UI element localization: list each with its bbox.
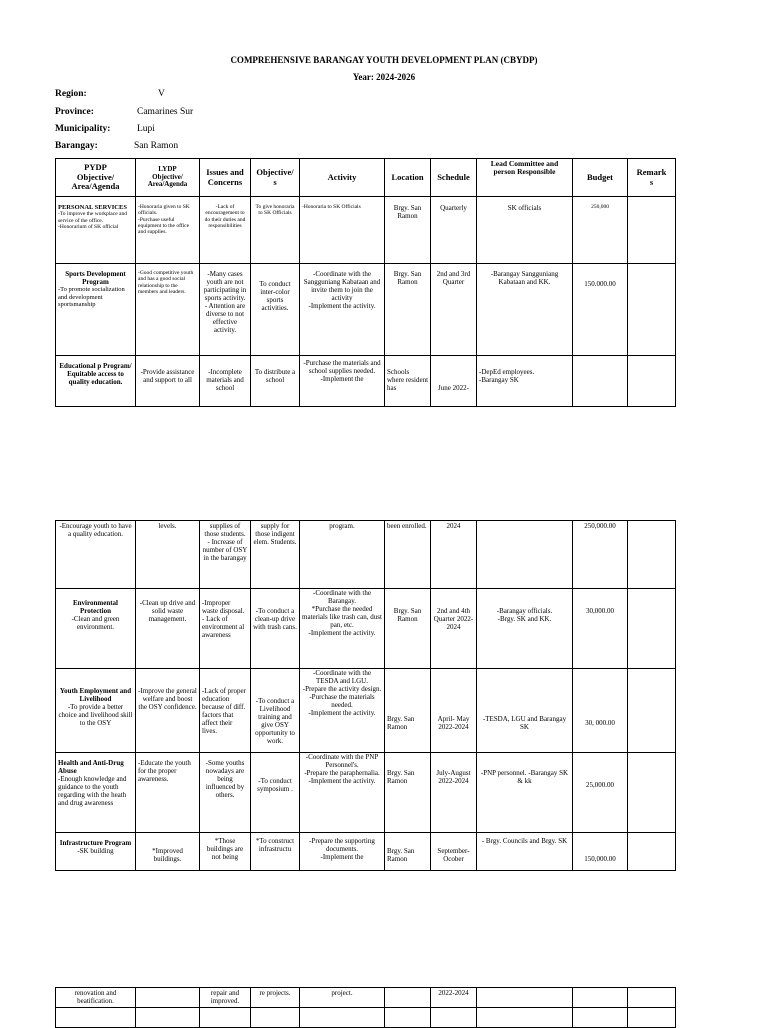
lead-cell: -PNP personnel. -Barangay SK & kk (477, 753, 573, 833)
location-cell: Brgy. San Ramon (385, 669, 431, 753)
document-year: Year: 2024-2026 (352, 72, 416, 82)
lydp-cell (136, 988, 200, 1008)
pydp-text: -SK building (77, 847, 114, 856)
plan-table-page3 (55, 987, 676, 1028)
issues-cell: -Improper waste disposal. - Lack of environment al awareness (200, 589, 251, 669)
pydp-cell: -Encourage youth to have a quality education. (56, 521, 136, 589)
remarks-cell (628, 753, 676, 833)
col-header-objectives: Objective/ s (251, 159, 300, 197)
location-cell: Brgy. San Ramon (385, 833, 431, 871)
location-cell: Brgy. San Ramon (385, 589, 431, 669)
lydp-cell: -Clean up drive and solid waste management. (136, 589, 200, 669)
col-header-activity: Activity (300, 159, 385, 197)
col-header-pydp: PYDP Objective/ Area/Agenda (56, 159, 136, 197)
lydp-cell: -Improve the general welfare and boost the OSY confidence. (136, 669, 200, 753)
budget-cell: 150,000.00 (573, 833, 628, 871)
table-header-row (56, 159, 676, 197)
schedule-cell: 2nd and 3rd Quarter (431, 264, 477, 356)
col-header-budget: Budget (573, 159, 628, 197)
issues-cell: -Lack of encouragement to do their duties and responsibilities (200, 197, 251, 264)
objective-cell: -To conduct a Livelihood training and give OSY opportunity to work. (251, 669, 300, 753)
region-label: Region: (55, 89, 87, 99)
pydp-cell (56, 753, 136, 833)
activity-cell: -Prepare the supporting documents. -Implement the (300, 833, 385, 871)
schedule-cell: April- May 2022-2024 (431, 669, 477, 753)
objective-cell: re projects. (251, 988, 300, 1008)
budget-cell: 25,000.00 (573, 753, 628, 833)
table-row (56, 753, 676, 833)
table-row (56, 589, 676, 669)
municipality-value: Lupi (137, 124, 155, 134)
pydp-cell (56, 356, 136, 407)
pydp-text: -To improve the workplace and service of the office. -Honorarium of SK official (58, 211, 127, 231)
remarks-cell (628, 833, 676, 871)
issues-cell: -Lack of proper education because of diff. factors that affect their lives. (200, 669, 251, 753)
schedule-cell: 2024 (431, 521, 477, 589)
budget-cell: 250,000 (573, 197, 628, 264)
budget-cell: 250,000.00 (573, 521, 628, 589)
table-row-empty (56, 1008, 676, 1028)
pydp-title: PERSONAL SERVICES (58, 204, 127, 211)
pydp-title: Youth Employment and Livelihood (59, 687, 132, 704)
barangay-value: San Ramon (134, 141, 179, 151)
remarks-cell (628, 197, 676, 264)
municipality-label: Municipality: (55, 124, 111, 134)
objective-cell: To give honoraria to SK Officials (251, 197, 300, 264)
remarks-cell (628, 988, 676, 1008)
col-header-lead: Lead Committee and person Responsible (477, 159, 573, 197)
remarks-cell (628, 264, 676, 356)
activity-cell: -Purchase the materials and school supplies needed. -Implement the (300, 356, 385, 407)
lead-cell: -Barangay Sangguniang Kabataan and KK. (477, 264, 573, 356)
col-header-lydp: LYDP Objective/ Area/Agenda (136, 159, 200, 197)
pydp-title: Educational p Program/ Equitable access to quality education. (59, 362, 132, 387)
location-cell: Brgy. San Ramon (385, 264, 431, 356)
remarks-cell (628, 589, 676, 669)
activity-cell: -Coordinate with the Barangay. *Purchase the needed materials like trash can, dust pan, etc. -Implement the activity. (300, 589, 385, 669)
barangay-label: Barangay: (55, 141, 98, 151)
objective-cell: To conduct inter-color sports activities. (251, 264, 300, 356)
col-header-issues: Issues and Concerns (200, 159, 251, 197)
remarks-cell (628, 521, 676, 589)
region-value: V (158, 89, 165, 99)
pydp-cell (56, 264, 136, 356)
table-row (56, 264, 676, 356)
remarks-cell (628, 356, 676, 407)
lydp-cell: -Educate the youth for the proper awareness. (136, 753, 200, 833)
budget-cell: 150.000.00 (573, 264, 628, 356)
lead-cell: SK officials (477, 197, 573, 264)
table-row (56, 356, 676, 407)
schedule-cell: September-Ocober (431, 833, 477, 871)
pydp-text: -To promote socialization and development sportsmanship (58, 286, 125, 309)
province-value: Camarines Sur (137, 107, 194, 117)
activity-cell: program. (300, 521, 385, 589)
budget-cell: 30, 000.00 (573, 669, 628, 753)
table-row (56, 988, 676, 1008)
pydp-title: Sports Development Program (65, 270, 126, 287)
lydp-cell: *Improved buildings. (136, 833, 200, 871)
schedule-cell: Quarterly (431, 197, 477, 264)
schedule-cell: June 2022- (431, 356, 477, 407)
table-row (56, 521, 676, 589)
issues-cell: repair and improved. (200, 988, 251, 1008)
schedule-cell: July-August 2022-2024 (431, 753, 477, 833)
location-cell: Brgy. San Ramon (385, 197, 431, 264)
document-title: COMPREHENSIVE BARANGAY YOUTH DEVELOPMENT PLAN (CBYDP) (230, 55, 538, 65)
objective-cell: *To construct infrastructu (251, 833, 300, 871)
table-row (56, 197, 676, 264)
pydp-cell (56, 589, 136, 669)
col-header-remarks: Remark s (628, 159, 676, 197)
activity-cell: -Honoraria to SK Officials (300, 197, 385, 264)
plan-table-page1 (55, 158, 676, 407)
lydp-cell: -Good competitive youth and has a good social relationship to the members and leaders. (136, 264, 200, 356)
col-header-location: Location (385, 159, 431, 197)
table-row (56, 669, 676, 753)
lead-cell: -Barangay officials. -Brgy. SK and KK. (477, 589, 573, 669)
activity-cell: -Coordinate with the Sangguniang Kabataan and invite them to join the activity -Implement the activity. (300, 264, 385, 356)
budget-cell (573, 988, 628, 1008)
pydp-cell (56, 197, 136, 264)
location-cell (385, 988, 431, 1008)
objective-cell: -To conduct a clean-up drive with trash cans. (251, 589, 300, 669)
pydp-title: Infrastructure Program (59, 839, 132, 847)
lead-cell: - Brgy. Councils and Brgy. SK (477, 833, 573, 871)
pydp-title: Environmental Protection (73, 599, 118, 616)
objective-cell: supply for those indigent elem. Students. (251, 521, 300, 589)
activity-cell: project. (300, 988, 385, 1008)
province-label: Province: (55, 107, 94, 117)
col-header-schedule: Schedule (431, 159, 477, 197)
pydp-cell (56, 669, 136, 753)
lead-cell (477, 521, 573, 589)
pydp-text: -Enough knowledge and guidance to the youth regarding with the heath and drug awareness (58, 775, 127, 808)
remarks-cell (628, 669, 676, 753)
lead-cell: -DepEd employees. -Barangay SK (477, 356, 573, 407)
activity-cell: -Coordinate with the TESDA and LGU. -Prepare the activity design. -Purchase the materials needed. -Implement the activity. (300, 669, 385, 753)
issues-cell: supplies of those students. - Increase of number of OSY in the barangay (200, 521, 251, 589)
table-row (56, 833, 676, 871)
lydp-cell: -Provide assistance and support to all (136, 356, 200, 407)
budget-cell (573, 356, 628, 407)
issues-cell: -Many cases youth are not participating in sports activity. - Attention are diverse to not effective activity. (200, 264, 251, 356)
plan-table-page2 (55, 520, 676, 871)
activity-cell: -Coordinate with the PNP Personnel's. -Prepare the paraphernalia. -Implement the activity. (300, 753, 385, 833)
issues-cell: *Those buildings are not being (200, 833, 251, 871)
lydp-cell: -Honoraria given to SK officials. -Purchase useful equipment to the office and supplies. (136, 197, 200, 264)
issues-cell: -Incomplete materials and school (200, 356, 251, 407)
schedule-cell: 2nd and 4th Quarter 2022-2024 (431, 589, 477, 669)
budget-cell: 30,000.00 (573, 589, 628, 669)
location-cell: Schools where resident has (385, 356, 431, 407)
schedule-cell: 2022-2024 (431, 988, 477, 1008)
lydp-cell: levels. (136, 521, 200, 589)
lead-cell: -TESDA, LGU and Barangay SK (477, 669, 573, 753)
pydp-title: Health and Anti-Drug Abuse (58, 759, 124, 776)
lead-cell (477, 988, 573, 1008)
pydp-cell: renovation and beatification. (56, 988, 136, 1008)
objective-cell: -To conduct symposium . (251, 753, 300, 833)
location-cell: been enrolled. (385, 521, 431, 589)
pydp-text: -Clean and green environment. (71, 615, 120, 632)
location-cell: Brgy. San Ramon (385, 753, 431, 833)
pydp-cell (56, 833, 136, 871)
pydp-text: -To provide a better choice and livelihood skill to the OSY (58, 703, 133, 728)
objective-cell: To distribute a school (251, 356, 300, 407)
issues-cell: -Some youths nowadays are being influenced by others. (200, 753, 251, 833)
